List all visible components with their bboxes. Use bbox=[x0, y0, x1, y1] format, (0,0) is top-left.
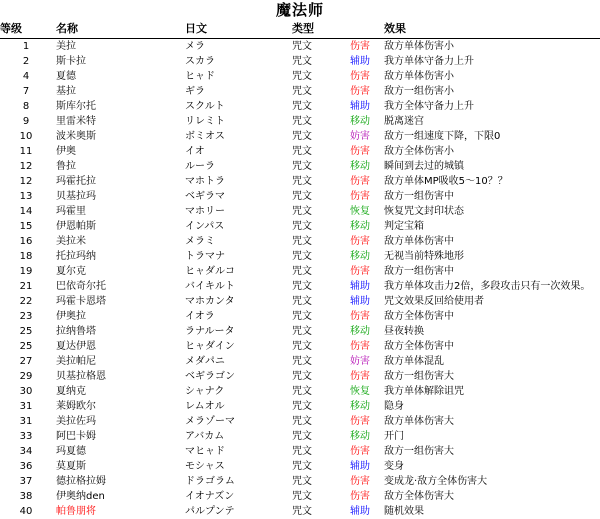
cell-category: 伤害 bbox=[340, 474, 380, 489]
cell-category: 伤害 bbox=[340, 39, 380, 55]
cell-effect: 敌方单体混乱 bbox=[380, 354, 600, 369]
cell-name: 斯库尔托 bbox=[52, 99, 181, 114]
header-row bbox=[0, 20, 600, 39]
cell-jp: モシャス bbox=[181, 459, 290, 474]
cell-level: 12 bbox=[0, 159, 52, 174]
column-header-jp: 日文 bbox=[181, 20, 290, 39]
cell-effect: 昼夜转换 bbox=[380, 324, 600, 339]
table-row bbox=[0, 309, 600, 324]
cell-type: 咒文 bbox=[290, 384, 340, 399]
cell-name: 夏德 bbox=[52, 69, 181, 84]
cell-effect: 我方单体攻击力2倍，多段攻击只有一次效果。 bbox=[380, 279, 600, 294]
cell-type: 咒文 bbox=[290, 234, 340, 249]
table-row bbox=[0, 504, 600, 519]
cell-level: 22 bbox=[0, 294, 52, 309]
cell-type: 咒文 bbox=[290, 159, 340, 174]
cell-name: 里雷米特 bbox=[52, 114, 181, 129]
table-row bbox=[0, 249, 600, 264]
table-row bbox=[0, 414, 600, 429]
cell-level: 21 bbox=[0, 279, 52, 294]
cell-category: 伤害 bbox=[340, 234, 380, 249]
cell-level: 2 bbox=[0, 54, 52, 69]
cell-effect: 敌方全体伤害大 bbox=[380, 489, 600, 504]
cell-effect: 敌方全体伤害中 bbox=[380, 339, 600, 354]
cell-effect: 判定宝箱 bbox=[380, 219, 600, 234]
cell-category: 伤害 bbox=[340, 339, 380, 354]
cell-type: 咒文 bbox=[290, 144, 340, 159]
cell-name: 夏尔克 bbox=[52, 264, 181, 279]
table-body bbox=[0, 39, 600, 519]
cell-effect: 敌方一组伤害小 bbox=[380, 84, 600, 99]
cell-type: 咒文 bbox=[290, 39, 340, 55]
cell-effect: 敌方单体伤害大 bbox=[380, 414, 600, 429]
cell-name: 美拉米 bbox=[52, 234, 181, 249]
cell-type: 咒文 bbox=[290, 309, 340, 324]
cell-category: 恢复 bbox=[340, 204, 380, 219]
cell-type: 咒文 bbox=[290, 54, 340, 69]
cell-level: 11 bbox=[0, 144, 52, 159]
cell-jp: トラマナ bbox=[181, 249, 290, 264]
table-row bbox=[0, 384, 600, 399]
cell-name: 夏纳克 bbox=[52, 384, 181, 399]
cell-name: 玛霍里 bbox=[52, 204, 181, 219]
cell-level: 14 bbox=[0, 204, 52, 219]
cell-effect: 敌方单体伤害小 bbox=[380, 39, 600, 55]
cell-category: 妨害 bbox=[340, 129, 380, 144]
cell-jp: ドラゴラム bbox=[181, 474, 290, 489]
column-header-type: 类型 bbox=[290, 20, 340, 39]
cell-name: 伊奥 bbox=[52, 144, 181, 159]
cell-jp: イオナズン bbox=[181, 489, 290, 504]
cell-category: 移动 bbox=[340, 399, 380, 414]
cell-name: 波米奥斯 bbox=[52, 129, 181, 144]
cell-category: 辅助 bbox=[340, 54, 380, 69]
cell-category: 移动 bbox=[340, 159, 380, 174]
cell-name: 巴依奇尔托 bbox=[52, 279, 181, 294]
cell-level: 31 bbox=[0, 414, 52, 429]
cell-name: 玛夏德 bbox=[52, 444, 181, 459]
cell-effect: 变成龙·敌方全体伤害大 bbox=[380, 474, 600, 489]
cell-name: 美拉佐玛 bbox=[52, 414, 181, 429]
cell-jp: ベギラゴン bbox=[181, 369, 290, 384]
cell-level: 30 bbox=[0, 384, 52, 399]
cell-category: 伤害 bbox=[340, 309, 380, 324]
table-row bbox=[0, 369, 600, 384]
cell-type: 咒文 bbox=[290, 249, 340, 264]
table-row bbox=[0, 129, 600, 144]
cell-name: 伊恩帕斯 bbox=[52, 219, 181, 234]
cell-type: 咒文 bbox=[290, 174, 340, 189]
cell-jp: マホリー bbox=[181, 204, 290, 219]
cell-level: 40 bbox=[0, 504, 52, 519]
cell-jp: ボミオス bbox=[181, 129, 290, 144]
cell-category: 妨害 bbox=[340, 354, 380, 369]
cell-jp: イオ bbox=[181, 144, 290, 159]
cell-type: 咒文 bbox=[290, 459, 340, 474]
cell-jp: スクルト bbox=[181, 99, 290, 114]
cell-jp: ヒャダルコ bbox=[181, 264, 290, 279]
cell-type: 咒文 bbox=[290, 324, 340, 339]
table-header bbox=[0, 20, 600, 39]
cell-jp: ルーラ bbox=[181, 159, 290, 174]
table-row bbox=[0, 324, 600, 339]
table-row bbox=[0, 294, 600, 309]
cell-level: 33 bbox=[0, 429, 52, 444]
table-row bbox=[0, 39, 600, 55]
cell-level: 34 bbox=[0, 444, 52, 459]
cell-type: 咒文 bbox=[290, 489, 340, 504]
table-row bbox=[0, 204, 600, 219]
table-row bbox=[0, 174, 600, 189]
cell-name: 贝基拉格恩 bbox=[52, 369, 181, 384]
cell-type: 咒文 bbox=[290, 189, 340, 204]
cell-type: 咒文 bbox=[290, 369, 340, 384]
cell-effect: 我方单体解除诅咒 bbox=[380, 384, 600, 399]
spell-table bbox=[0, 20, 600, 519]
cell-type: 咒文 bbox=[290, 99, 340, 114]
cell-name: 美拉 bbox=[52, 39, 181, 55]
cell-level: 9 bbox=[0, 114, 52, 129]
table-row bbox=[0, 84, 600, 99]
table-row bbox=[0, 144, 600, 159]
cell-jp: シャナク bbox=[181, 384, 290, 399]
cell-jp: インパス bbox=[181, 219, 290, 234]
cell-type: 咒文 bbox=[290, 84, 340, 99]
cell-name: 德拉格拉姆 bbox=[52, 474, 181, 489]
cell-jp: ベギラマ bbox=[181, 189, 290, 204]
cell-name: 鲁拉 bbox=[52, 159, 181, 174]
column-header-category bbox=[340, 20, 380, 39]
cell-name: 阿巴卡姆 bbox=[52, 429, 181, 444]
cell-category: 辅助 bbox=[340, 279, 380, 294]
cell-level: 31 bbox=[0, 399, 52, 414]
column-header-level: 等级 bbox=[0, 20, 52, 39]
cell-level: 12 bbox=[0, 174, 52, 189]
cell-jp: メダパニ bbox=[181, 354, 290, 369]
table-row bbox=[0, 69, 600, 84]
cell-level: 29 bbox=[0, 369, 52, 384]
table-row bbox=[0, 429, 600, 444]
cell-category: 伤害 bbox=[340, 414, 380, 429]
table-row bbox=[0, 159, 600, 174]
table-row bbox=[0, 99, 600, 114]
cell-category: 移动 bbox=[340, 429, 380, 444]
cell-effect: 敌方一组速度下降，下限0 bbox=[380, 129, 600, 144]
cell-type: 咒文 bbox=[290, 204, 340, 219]
cell-level: 36 bbox=[0, 459, 52, 474]
cell-category: 伤害 bbox=[340, 444, 380, 459]
cell-effect: 敌方单体伤害小 bbox=[380, 69, 600, 84]
cell-effect: 变身 bbox=[380, 459, 600, 474]
cell-level: 37 bbox=[0, 474, 52, 489]
cell-effect: 敌方一组伤害大 bbox=[380, 444, 600, 459]
cell-type: 咒文 bbox=[290, 474, 340, 489]
cell-effect: 敌方全体伤害小 bbox=[380, 144, 600, 159]
column-header-name: 名称 bbox=[52, 20, 181, 39]
column-header-effect: 效果 bbox=[380, 20, 600, 39]
cell-level: 13 bbox=[0, 189, 52, 204]
table-row bbox=[0, 279, 600, 294]
cell-effect: 敌方一组伤害中 bbox=[380, 264, 600, 279]
cell-effect: 敌方一组伤害大 bbox=[380, 369, 600, 384]
cell-jp: メラゾーマ bbox=[181, 414, 290, 429]
cell-jp: メラ bbox=[181, 39, 290, 55]
table-row bbox=[0, 399, 600, 414]
cell-type: 咒文 bbox=[290, 69, 340, 84]
cell-name: 伊奥纳den bbox=[52, 489, 181, 504]
cell-jp: マホトラ bbox=[181, 174, 290, 189]
cell-category: 辅助 bbox=[340, 294, 380, 309]
cell-level: 4 bbox=[0, 69, 52, 84]
cell-jp: マヒャド bbox=[181, 444, 290, 459]
cell-effect: 瞬间到去过的城镇 bbox=[380, 159, 600, 174]
cell-name: 斯卡拉 bbox=[52, 54, 181, 69]
table-row bbox=[0, 234, 600, 249]
cell-jp: ギラ bbox=[181, 84, 290, 99]
cell-category: 辅助 bbox=[340, 459, 380, 474]
cell-type: 咒文 bbox=[290, 354, 340, 369]
cell-type: 咒文 bbox=[290, 294, 340, 309]
cell-name: 拉纳鲁塔 bbox=[52, 324, 181, 339]
cell-category: 移动 bbox=[340, 114, 380, 129]
cell-type: 咒文 bbox=[290, 279, 340, 294]
cell-level: 25 bbox=[0, 324, 52, 339]
cell-name: 夏达伊恩 bbox=[52, 339, 181, 354]
table-row bbox=[0, 474, 600, 489]
cell-category: 辅助 bbox=[340, 99, 380, 114]
cell-name: 莱姆欧尔 bbox=[52, 399, 181, 414]
cell-effect: 恢复咒文封印状态 bbox=[380, 204, 600, 219]
cell-category: 伤害 bbox=[340, 144, 380, 159]
cell-category: 伤害 bbox=[340, 369, 380, 384]
cell-name: 玛霍托拉 bbox=[52, 174, 181, 189]
cell-level: 38 bbox=[0, 489, 52, 504]
cell-category: 辅助 bbox=[340, 504, 380, 519]
cell-level: 1 bbox=[0, 39, 52, 55]
cell-effect: 随机效果 bbox=[380, 504, 600, 519]
cell-effect: 敌方全体伤害中 bbox=[380, 309, 600, 324]
cell-name: 帕鲁朋将 bbox=[52, 504, 181, 519]
cell-category: 移动 bbox=[340, 324, 380, 339]
cell-jp: イオラ bbox=[181, 309, 290, 324]
cell-jp: リレミト bbox=[181, 114, 290, 129]
cell-category: 伤害 bbox=[340, 69, 380, 84]
cell-jp: スカラ bbox=[181, 54, 290, 69]
cell-effect: 无视当前特殊地形 bbox=[380, 249, 600, 264]
cell-effect: 隐身 bbox=[380, 399, 600, 414]
table-row bbox=[0, 489, 600, 504]
cell-effect: 开门 bbox=[380, 429, 600, 444]
cell-name: 莫夏斯 bbox=[52, 459, 181, 474]
cell-effect: 咒文效果反回给使用者 bbox=[380, 294, 600, 309]
cell-name: 伊奥拉 bbox=[52, 309, 181, 324]
cell-effect: 敌方一组伤害中 bbox=[380, 189, 600, 204]
table-row bbox=[0, 189, 600, 204]
table-row bbox=[0, 339, 600, 354]
cell-category: 伤害 bbox=[340, 489, 380, 504]
cell-type: 咒文 bbox=[290, 264, 340, 279]
cell-jp: メラミ bbox=[181, 234, 290, 249]
cell-category: 伤害 bbox=[340, 264, 380, 279]
cell-name: 贝基拉玛 bbox=[52, 189, 181, 204]
cell-jp: マホカンタ bbox=[181, 294, 290, 309]
cell-level: 15 bbox=[0, 219, 52, 234]
cell-effect: 我方单体守备力上升 bbox=[380, 54, 600, 69]
cell-jp: ラナルータ bbox=[181, 324, 290, 339]
cell-level: 8 bbox=[0, 99, 52, 114]
cell-category: 伤害 bbox=[340, 174, 380, 189]
cell-category: 伤害 bbox=[340, 189, 380, 204]
cell-level: 18 bbox=[0, 249, 52, 264]
cell-effect: 敌方单体伤害中 bbox=[380, 234, 600, 249]
cell-type: 咒文 bbox=[290, 504, 340, 519]
cell-level: 7 bbox=[0, 84, 52, 99]
cell-effect: 脱离迷宫 bbox=[380, 114, 600, 129]
cell-category: 恢复 bbox=[340, 384, 380, 399]
cell-level: 27 bbox=[0, 354, 52, 369]
cell-jp: レムオル bbox=[181, 399, 290, 414]
cell-level: 16 bbox=[0, 234, 52, 249]
table-row bbox=[0, 264, 600, 279]
cell-type: 咒文 bbox=[290, 219, 340, 234]
cell-name: 托拉玛纳 bbox=[52, 249, 181, 264]
cell-category: 移动 bbox=[340, 219, 380, 234]
cell-level: 10 bbox=[0, 129, 52, 144]
cell-category: 移动 bbox=[340, 249, 380, 264]
cell-type: 咒文 bbox=[290, 114, 340, 129]
cell-category: 伤害 bbox=[340, 84, 380, 99]
cell-level: 23 bbox=[0, 309, 52, 324]
cell-jp: ヒャド bbox=[181, 69, 290, 84]
cell-effect: 我方全体守备力上升 bbox=[380, 99, 600, 114]
table-row bbox=[0, 54, 600, 69]
cell-level: 25 bbox=[0, 339, 52, 354]
cell-name: 玛霍卡恩塔 bbox=[52, 294, 181, 309]
cell-type: 咒文 bbox=[290, 399, 340, 414]
table-row bbox=[0, 219, 600, 234]
cell-type: 咒文 bbox=[290, 414, 340, 429]
cell-level: 19 bbox=[0, 264, 52, 279]
cell-jp: アバカム bbox=[181, 429, 290, 444]
cell-name: 美拉帕尼 bbox=[52, 354, 181, 369]
cell-jp: パルプンテ bbox=[181, 504, 290, 519]
cell-jp: バイキルト bbox=[181, 279, 290, 294]
page-title: 魔法师 bbox=[0, 0, 600, 20]
cell-type: 咒文 bbox=[290, 429, 340, 444]
cell-type: 咒文 bbox=[290, 339, 340, 354]
table-row bbox=[0, 354, 600, 369]
cell-effect: 敌方单体MP吸收5～10？？ bbox=[380, 174, 600, 189]
cell-jp: ヒャダイン bbox=[181, 339, 290, 354]
cell-type: 咒文 bbox=[290, 129, 340, 144]
table-row bbox=[0, 444, 600, 459]
cell-name: 基拉 bbox=[52, 84, 181, 99]
cell-type: 咒文 bbox=[290, 444, 340, 459]
table-row bbox=[0, 114, 600, 129]
